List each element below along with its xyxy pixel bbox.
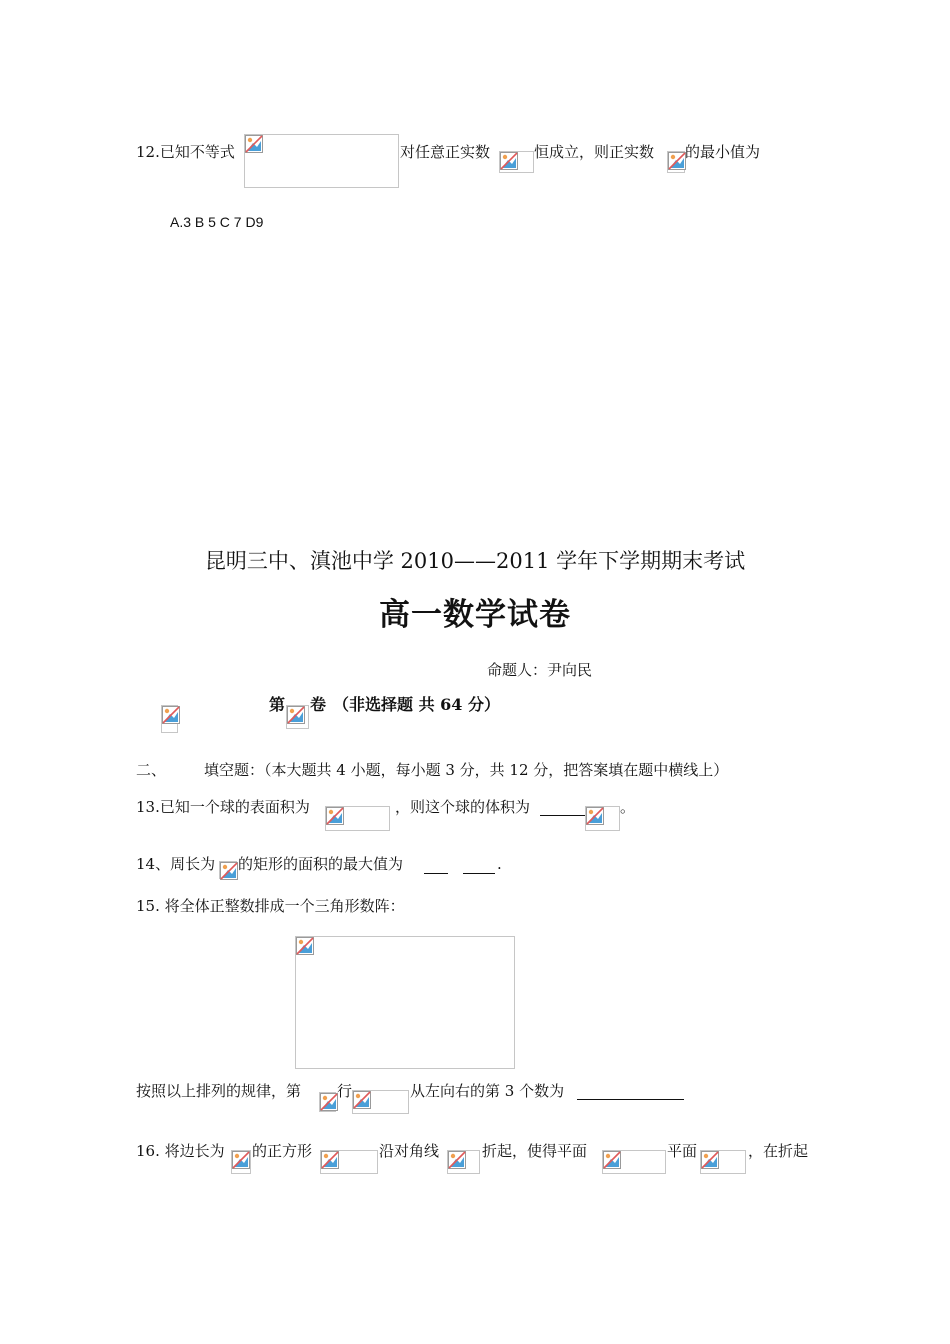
answer-blank bbox=[463, 859, 495, 874]
formula-image-placeholder bbox=[161, 705, 178, 733]
q16-mid2: 沿对角线 bbox=[379, 1142, 440, 1160]
formula-image-placeholder bbox=[700, 1150, 746, 1174]
broken-image-icon bbox=[326, 807, 344, 825]
broken-image-icon bbox=[668, 152, 686, 170]
q16-mid1: 的正方形 bbox=[252, 1142, 313, 1160]
q12-mid1: 对任意正实数 bbox=[400, 143, 491, 161]
broken-image-icon bbox=[287, 706, 305, 724]
author-line: 命题人：尹向民 bbox=[487, 661, 593, 679]
q12-line bbox=[136, 142, 235, 162]
broken-image-icon bbox=[603, 1151, 621, 1169]
part-label-a: 第 bbox=[269, 695, 286, 714]
q14-prefix: 14、周长为 bbox=[136, 855, 216, 873]
paper-title: 高一数学试卷 bbox=[379, 597, 571, 632]
broken-image-icon bbox=[320, 1093, 338, 1111]
q13-prefix: 13.已知一个球的表面积为 bbox=[136, 798, 310, 816]
q15-rule-prefix: 按照以上排列的规律，第 bbox=[136, 1082, 302, 1100]
answer-blank bbox=[540, 801, 585, 816]
q16-mid4: 平面 bbox=[667, 1142, 698, 1160]
formula-image-placeholder bbox=[352, 1090, 409, 1114]
broken-image-icon bbox=[232, 1151, 250, 1169]
formula-image-placeholder bbox=[585, 806, 620, 831]
q16-prefix: 16. 将边长为 bbox=[136, 1142, 225, 1160]
formula-image-placeholder bbox=[499, 151, 534, 173]
q15-rule-mid: 行 bbox=[337, 1082, 353, 1100]
broken-image-icon bbox=[586, 807, 604, 825]
broken-image-icon bbox=[245, 135, 263, 153]
answer-blank bbox=[577, 1085, 684, 1100]
q13-suffix: 。 bbox=[620, 798, 636, 816]
formula-image-placeholder bbox=[286, 705, 309, 729]
broken-image-icon bbox=[500, 152, 518, 170]
formula-image-placeholder bbox=[219, 861, 237, 879]
broken-image-icon bbox=[701, 1151, 719, 1169]
q12-options: A.3 B 5 C 7 D9 bbox=[170, 214, 264, 230]
q15-rule-suffix: 从左向右的第 3 个数为 bbox=[410, 1082, 565, 1100]
q12-suffix: 的最小值为 bbox=[685, 143, 761, 161]
triangle-array-image-placeholder bbox=[295, 936, 515, 1069]
part-label-b: 卷 bbox=[310, 695, 327, 714]
formula-image-placeholder bbox=[602, 1150, 666, 1174]
broken-image-icon bbox=[296, 937, 314, 955]
part-description: （非选择题 共 64 分） bbox=[333, 695, 500, 714]
q12-prefix: 12.已知不等式 bbox=[136, 143, 235, 161]
broken-image-icon bbox=[321, 1151, 339, 1169]
formula-image-placeholder bbox=[667, 151, 685, 173]
q15-text: 15. 将全体正整数排成一个三角形数阵： bbox=[136, 897, 405, 915]
answer-blank bbox=[424, 859, 448, 874]
q12-mid2: 恒成立，则正实数 bbox=[534, 143, 655, 161]
formula-image-placeholder bbox=[244, 134, 399, 188]
school-line: 昆明三中、滇池中学 2010——2011 学年下学期期末考试 bbox=[204, 549, 746, 573]
formula-image-placeholder bbox=[319, 1092, 336, 1112]
section-number: 二、 bbox=[136, 761, 167, 779]
broken-image-icon bbox=[353, 1091, 371, 1109]
broken-image-icon bbox=[162, 706, 180, 724]
q14-suffix: . bbox=[497, 855, 502, 873]
broken-image-icon bbox=[448, 1151, 466, 1169]
formula-image-placeholder bbox=[231, 1150, 251, 1174]
q13-mid: ，则这个球的体积为 bbox=[395, 798, 531, 816]
formula-image-placeholder bbox=[325, 806, 390, 831]
section-heading: 填空题：（本大题共 4 小题，每小题 3 分，共 12 分，把答案填在题中横线上） bbox=[204, 761, 729, 779]
broken-image-icon bbox=[220, 862, 238, 880]
q14-mid: 的矩形的面积的最大值为 bbox=[238, 855, 404, 873]
q16-suffix: ，在折起 bbox=[748, 1142, 809, 1160]
formula-image-placeholder bbox=[447, 1150, 480, 1174]
formula-image-placeholder bbox=[320, 1150, 378, 1174]
q16-mid3: 折起，使得平面 bbox=[482, 1142, 588, 1160]
